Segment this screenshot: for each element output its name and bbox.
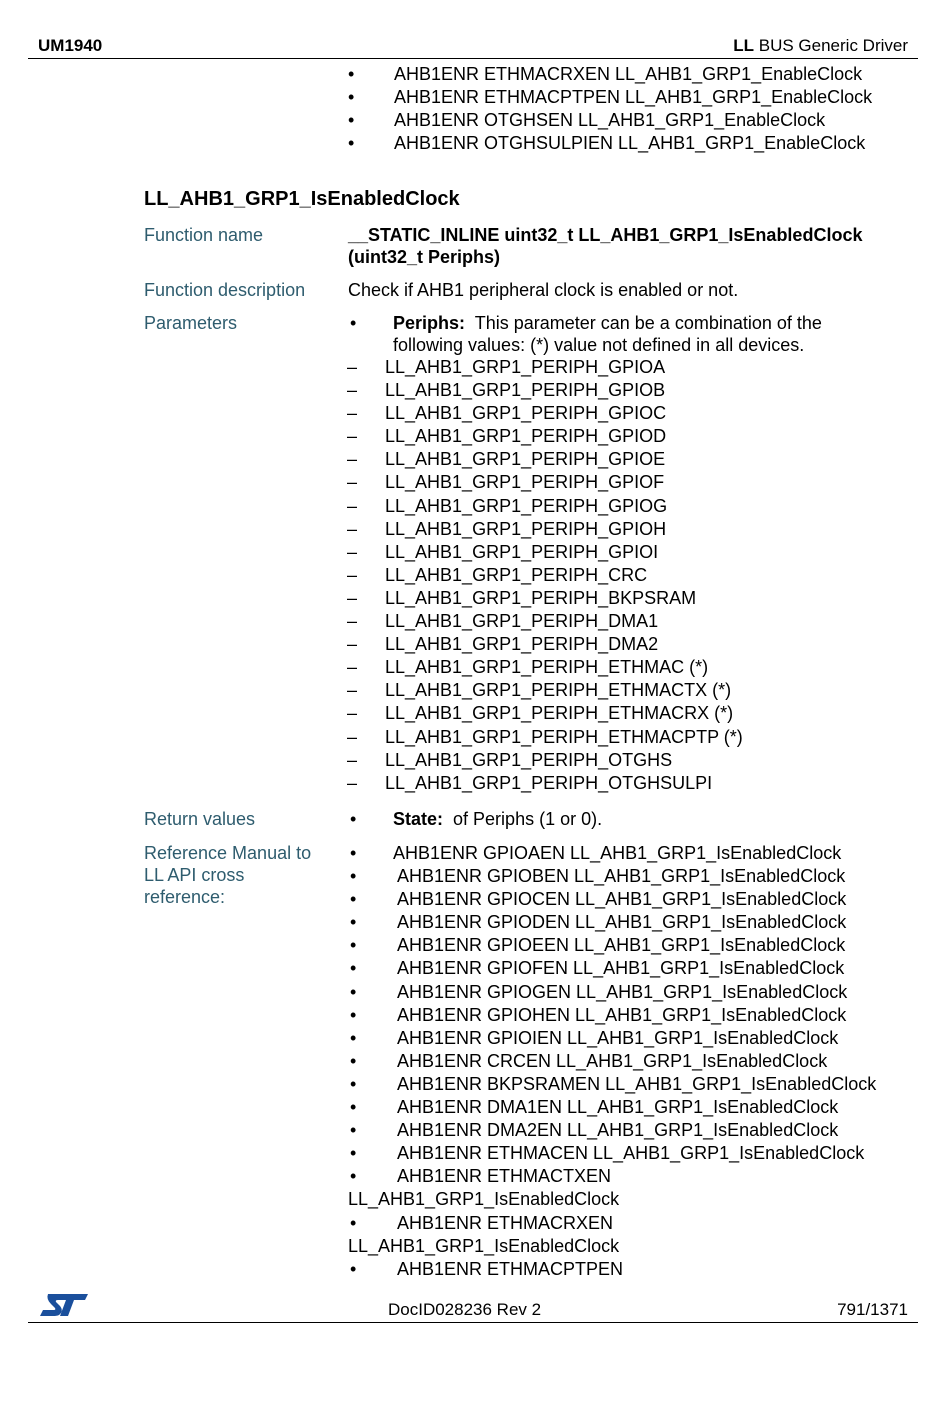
reference-item-text: AHB1ENR CRCEN LL_AHB1_GRP1_IsEnabledClock <box>393 1050 828 1071</box>
parameter-value-item <box>303 656 908 679</box>
return-name: State: <box>393 809 444 829</box>
parameter-value-item <box>303 564 908 587</box>
bullet-text: AHB1ENR ETHMACRXEN LL_AHB1_GRP1_EnableClock <box>394 64 863 84</box>
reference-item <box>348 888 908 911</box>
function-name-value <box>348 224 908 268</box>
parameter-value-text: LL_AHB1_GRP1_PERIPH_GPIOI <box>385 541 659 562</box>
dash-icon: – <box>347 541 358 562</box>
parameter-value-text: LL_AHB1_GRP1_PERIPH_OTGHSULPI <box>385 772 713 793</box>
continued-bullet-item <box>346 132 916 155</box>
parameters-value <box>348 312 908 795</box>
bullet-icon: • <box>350 313 357 333</box>
parameter-value-item <box>303 518 908 541</box>
parameter-value-text: LL_AHB1_GRP1_PERIPH_GPIOC <box>385 403 667 424</box>
parameter-value-item <box>303 448 908 471</box>
dash-icon: – <box>347 726 358 747</box>
reference-item <box>348 1027 908 1050</box>
parameter-value-text: LL_AHB1_GRP1_PERIPH_OTGHS <box>385 749 673 770</box>
function-signature-line1: __STATIC_INLINE uint32_t LL_AHB1_GRP1_IsEnabledClock <box>348 225 863 245</box>
parameter-value-text: LL_AHB1_GRP1_PERIPH_ETHMACTX (*) <box>385 680 732 701</box>
parameter-value-item <box>303 495 908 518</box>
reference-item-line1: AHB1ENR ETHMACRXEN <box>393 1212 614 1233</box>
bullet-icon: • <box>348 87 355 107</box>
reference-item <box>348 911 908 934</box>
dash-icon: – <box>347 426 358 447</box>
bullet-text: AHB1ENR OTGHSULPIEN LL_AHB1_GRP1_EnableClock <box>394 133 866 153</box>
reference-item <box>348 1142 908 1165</box>
page-header <box>38 34 908 58</box>
dash-icon: – <box>347 518 358 539</box>
reference-item-text: AHB1ENR GPIOEEN LL_AHB1_GRP1_IsEnabledClock <box>393 935 846 956</box>
return-values-label: Return values <box>144 809 256 829</box>
reference-item-text: AHB1ENR GPIOCEN LL_AHB1_GRP1_IsEnabledClock <box>393 889 847 910</box>
parameter-value-text: LL_AHB1_GRP1_PERIPH_CRC <box>385 564 648 585</box>
bullet-icon: • <box>350 1120 357 1141</box>
reference-item-text: AHB1ENR GPIOIEN LL_AHB1_GRP1_IsEnabledClock <box>393 1027 839 1048</box>
parameter-value-text: LL_AHB1_GRP1_PERIPH_ETHMACPTP (*) <box>385 726 743 747</box>
dash-icon: – <box>347 749 358 770</box>
dash-icon: – <box>347 587 358 608</box>
footer-rule <box>28 1322 918 1323</box>
parameter-value-item <box>303 726 908 749</box>
bullet-icon: • <box>350 809 357 829</box>
reference-item <box>348 1212 908 1235</box>
parameter-value-text: LL_AHB1_GRP1_PERIPH_DMA2 <box>385 634 659 655</box>
dash-icon: – <box>347 495 358 516</box>
footer-doc-id: DocID028236 Rev 2 <box>388 1300 542 1319</box>
return-values-value <box>348 808 908 830</box>
bullet-icon: • <box>350 1258 357 1279</box>
param-desc-line2: following values: (*) value not defined in all devices. <box>393 335 805 355</box>
reference-item-text: AHB1ENR GPIOBEN LL_AHB1_GRP1_IsEnabledClock <box>393 866 846 887</box>
bullet-icon: • <box>350 1143 357 1164</box>
dash-icon: – <box>347 772 358 793</box>
header-title <box>733 36 908 56</box>
function-name-label: Function name <box>144 225 264 245</box>
parameter-value-item <box>303 587 908 610</box>
bullet-icon: • <box>350 1097 357 1118</box>
dash-icon: – <box>347 380 358 401</box>
reference-item <box>348 1119 908 1142</box>
parameter-value-item <box>303 633 908 656</box>
header-title-rest: BUS Generic Driver <box>754 36 908 55</box>
reference-item-continuation <box>348 1188 908 1211</box>
bullet-icon: • <box>348 110 355 130</box>
reference-item <box>348 957 908 980</box>
parameter-value-item <box>303 772 908 795</box>
parameter-value-item <box>303 610 908 633</box>
parameter-value-item <box>303 356 908 379</box>
reference-item-line2: LL_AHB1_GRP1_IsEnabledClock <box>348 1235 620 1256</box>
parameter-value-text: LL_AHB1_GRP1_PERIPH_GPIOD <box>385 426 667 447</box>
parameter-value-text: LL_AHB1_GRP1_PERIPH_GPIOH <box>385 518 667 539</box>
function-signature-line2: (uint32_t Periphs) <box>348 247 501 267</box>
parameter-value-text: LL_AHB1_GRP1_PERIPH_GPIOG <box>385 495 668 516</box>
dash-icon: – <box>347 564 358 585</box>
reference-item <box>348 934 908 957</box>
reference-item-text: AHB1ENR GPIOGEN LL_AHB1_GRP1_IsEnabledClock <box>393 981 848 1002</box>
bullet-icon: • <box>350 981 357 1002</box>
reference-item-text: AHB1ENR DMA2EN LL_AHB1_GRP1_IsEnabledClock <box>393 1120 839 1141</box>
dash-icon: – <box>347 403 358 424</box>
reference-item-text: AHB1ENR DMA1EN LL_AHB1_GRP1_IsEnabledClock <box>393 1097 839 1118</box>
reference-value <box>348 842 908 1281</box>
parameter-value-text: LL_AHB1_GRP1_PERIPH_ETHMACRX (*) <box>385 703 734 724</box>
bullet-icon: • <box>350 1212 357 1233</box>
reference-item-text: AHB1ENR GPIOAEN LL_AHB1_GRP1_IsEnabledClock <box>393 843 842 863</box>
bullet-icon: • <box>350 843 357 863</box>
bullet-text: AHB1ENR OTGHSEN LL_AHB1_GRP1_EnableClock <box>394 110 826 130</box>
reference-item <box>348 1165 908 1188</box>
parameter-value-text: LL_AHB1_GRP1_PERIPH_GPIOB <box>385 380 666 401</box>
bullet-icon: • <box>350 1050 357 1071</box>
reference-item <box>348 865 908 888</box>
parameters-label: Parameters <box>144 313 238 333</box>
dash-icon: – <box>347 611 358 632</box>
parameter-value-text: LL_AHB1_GRP1_PERIPH_GPIOE <box>385 449 666 470</box>
dash-icon: – <box>347 680 358 701</box>
doc-code: UM1940 <box>38 36 103 55</box>
bullet-icon: • <box>350 1004 357 1025</box>
reference-item <box>348 842 908 865</box>
bullet-icon: • <box>350 958 357 979</box>
dash-icon: – <box>347 657 358 678</box>
parameter-value-text: LL_AHB1_GRP1_PERIPH_GPIOF <box>385 472 665 493</box>
reference-item <box>348 1096 908 1119</box>
return-item <box>348 808 908 830</box>
reference-item-text: AHB1ENR GPIOHEN LL_AHB1_GRP1_IsEnabledClock <box>393 1004 847 1025</box>
reference-label <box>144 842 334 908</box>
parameter-value-item <box>303 749 908 772</box>
param-name: Periphs: <box>393 313 466 333</box>
dash-icon: – <box>347 634 358 655</box>
bullet-text: AHB1ENR ETHMACPTPEN LL_AHB1_GRP1_EnableClock <box>394 87 873 107</box>
parameter-item <box>348 312 908 356</box>
parameter-value-text: LL_AHB1_GRP1_PERIPH_DMA1 <box>385 611 659 632</box>
parameter-value-item <box>303 471 908 494</box>
reference-item-text: AHB1ENR GPIODEN LL_AHB1_GRP1_IsEnabledClock <box>393 912 847 933</box>
parameter-value-text: LL_AHB1_GRP1_PERIPH_ETHMAC (*) <box>385 657 709 678</box>
dash-icon: – <box>347 449 358 470</box>
dash-icon: – <box>347 357 358 377</box>
continued-bullet-item <box>346 86 916 109</box>
st-logo <box>38 1290 90 1320</box>
parameter-value-text: LL_AHB1_GRP1_PERIPH_GPIOA <box>385 357 666 377</box>
continued-bullet-item <box>346 63 916 86</box>
return-desc: of Periphs (1 or 0). <box>453 809 603 829</box>
parameter-value-text: LL_AHB1_GRP1_PERIPH_BKPSRAM <box>385 587 697 608</box>
parameter-value-item <box>303 541 908 564</box>
bullet-icon: • <box>350 866 357 887</box>
dash-icon: – <box>347 703 358 724</box>
section-title: LL_AHB1_GRP1_IsEnabledClock <box>144 188 460 210</box>
bullet-icon: • <box>350 1073 357 1094</box>
bullet-icon: • <box>348 133 355 153</box>
reference-label-line2: LL API cross <box>144 865 245 885</box>
reference-item <box>348 1073 908 1096</box>
bullet-icon: • <box>350 1027 357 1048</box>
reference-item <box>348 1050 908 1073</box>
footer-page-number: 791/1371 <box>837 1300 908 1319</box>
parameter-value-item <box>303 425 908 448</box>
reference-item <box>348 1004 908 1027</box>
parameter-value-item <box>303 702 908 725</box>
bullet-icon: • <box>350 889 357 910</box>
reference-item <box>348 1258 908 1281</box>
parameter-value-item <box>303 379 908 402</box>
reference-item-line1: AHB1ENR ETHMACPTPEN <box>393 1258 624 1279</box>
continued-bullet-list <box>346 63 916 155</box>
header-title-bold: LL <box>733 36 755 55</box>
function-description-value: Check if AHB1 peripheral clock is enabled or not. <box>348 280 739 300</box>
reference-item-text: AHB1ENR ETHMACEN LL_AHB1_GRP1_IsEnabledClock <box>393 1143 865 1164</box>
parameter-value-item <box>303 679 908 702</box>
reference-label-line1: Reference Manual to <box>144 843 312 863</box>
parameter-value-item <box>303 402 908 425</box>
bullet-icon: • <box>348 64 355 84</box>
bullet-icon: • <box>350 1166 357 1187</box>
reference-item-text: AHB1ENR GPIOFEN LL_AHB1_GRP1_IsEnabledClock <box>393 958 845 979</box>
function-description-label: Function description <box>144 280 306 300</box>
dash-icon: – <box>347 472 358 493</box>
bullet-icon: • <box>350 935 357 956</box>
reference-label-line3: reference: <box>144 887 226 907</box>
header-rule <box>28 58 918 59</box>
reference-item-continuation <box>348 1235 908 1258</box>
reference-item <box>348 981 908 1004</box>
reference-item-text: AHB1ENR BKPSRAMEN LL_AHB1_GRP1_IsEnabledClock <box>393 1073 877 1094</box>
bullet-icon: • <box>350 912 357 933</box>
reference-item-line2: LL_AHB1_GRP1_IsEnabledClock <box>348 1189 620 1210</box>
reference-item-line1: AHB1ENR ETHMACTXEN <box>393 1166 612 1187</box>
param-desc-line1: This parameter can be a combination of the <box>474 313 822 333</box>
continued-bullet-item <box>346 109 916 132</box>
